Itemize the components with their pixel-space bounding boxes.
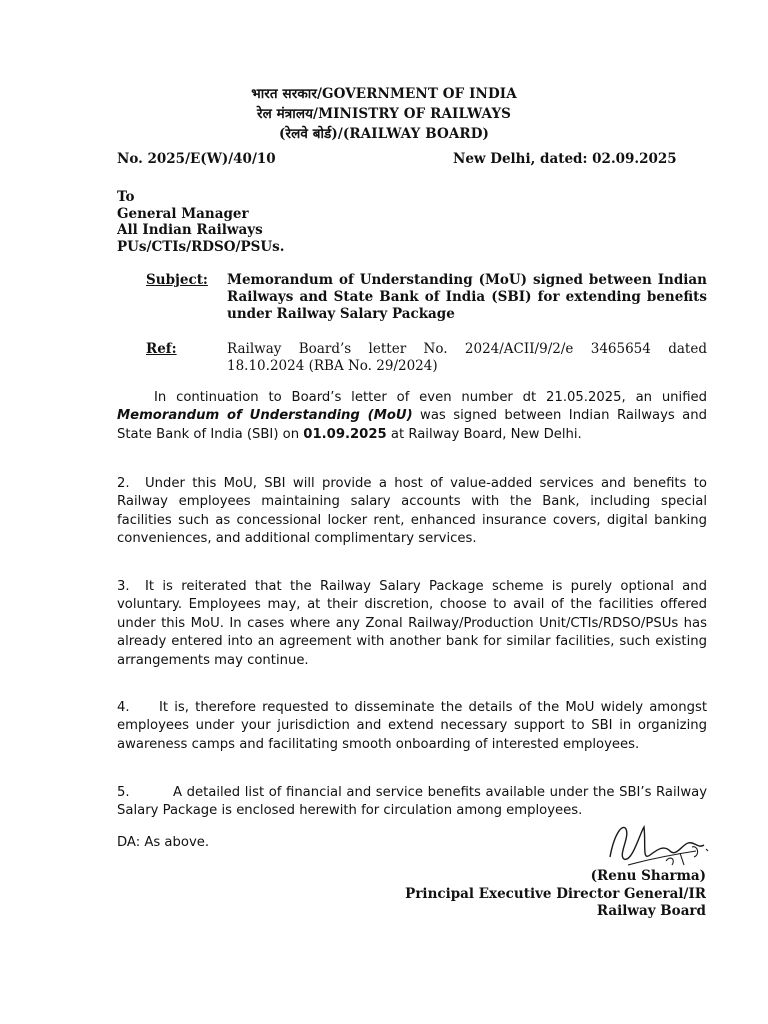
paragraph-3-number: 3.: [117, 579, 130, 594]
paragraph-2-number: 2.: [117, 476, 130, 491]
paragraph-3: [117, 578, 707, 670]
paragraph-4-text: It is, therefore requested to disseminate the details of the MoU widely amongst employees under your jurisdiction and extend necessary support to SBI in organizing awareness camps and facilitating smooth onboarding of interested employees.: [117, 700, 707, 752]
paragraph-4: [117, 699, 707, 754]
paragraph-2: [117, 475, 707, 549]
paragraph-2-text: Under this MoU, SBI will provide a host of value-added services and benefits to Railway employees maintaining salary accounts with the Bank, including special facilities such as concessional locker rent, enhanced insurance covers, digital banking conveniences, and additional complimentary services.: [117, 476, 707, 547]
paragraph-5-number: 5.: [117, 785, 130, 800]
reference-text: Railway Board’s letter No. 2024/ACII/9/2/e 3465654 dated 18.10.2024 (RBA No. 29/2024): [227, 341, 707, 374]
subject-label: Subject:: [146, 272, 208, 288]
paragraph-3-text: It is reiterated that the Railway Salary Package scheme is purely optional and voluntary. Employees may, at their discretion, choose to avail of the facilities offered under this MoU. In cases where any Zonal Railway/Production Unit/CTIs/RDSO/PSUs has already entered into an agreement with another bank for similar facilities, such existing arrangements may continue.: [117, 579, 707, 668]
board-header: (रेलवे बोर्ड)/(RAILWAY BOARD): [278, 126, 490, 142]
addressee-line-2: All Indian Railways: [117, 222, 263, 238]
govt-header: भारत सरकार/GOVERNMENT OF INDIA: [251, 86, 517, 102]
paragraph-1-part-a: In continuation to Board’s letter of even number dt 21.05.2025, an unified: [154, 390, 707, 405]
signatory-office: Railway Board: [596, 903, 706, 919]
subject-text: Memorandum of Understanding (MoU) signed between Indian Railways and State Bank of India (SBI) for extending benefits under Railway Salary Package: [227, 272, 707, 322]
paragraph-5-text: A detailed list of financial and service benefits available under the SBI’s Railway Salary Package is enclosed herewith for circulation among employees.: [117, 785, 707, 819]
paragraph-1-part-b: was signed between Indian Railways and State Bank of India (SBI) on: [117, 408, 707, 442]
addressee-to: To: [117, 189, 135, 205]
paragraph-1-mou-emphasis: Memorandum of Understanding (MoU): [117, 408, 413, 424]
handwritten-signature: [600, 815, 725, 875]
place-date: New Delhi, dated: 02.09.2025: [453, 151, 677, 167]
addressee-line-1: General Manager: [117, 206, 249, 222]
paragraph-1-part-c: at Railway Board, New Delhi.: [386, 426, 582, 442]
enclosure-note: DA: As above.: [117, 835, 210, 850]
signatory-name: (Renu Sharma): [590, 868, 706, 884]
letter-number: No. 2025/E(W)/40/10: [117, 151, 276, 167]
reference-label: Ref:: [146, 341, 177, 357]
addressee-line-3: PUs/CTIs/RDSO/PSUs.: [117, 239, 285, 255]
paragraph-4-number: 4.: [117, 700, 130, 715]
paragraph-1-date: 01.09.2025: [303, 426, 387, 442]
signatory-designation: Principal Executive Director General/IR: [405, 886, 706, 902]
ministry-header: रेल मंत्रालय/MINISTRY OF RAILWAYS: [256, 106, 512, 122]
paragraph-1: [117, 389, 707, 444]
